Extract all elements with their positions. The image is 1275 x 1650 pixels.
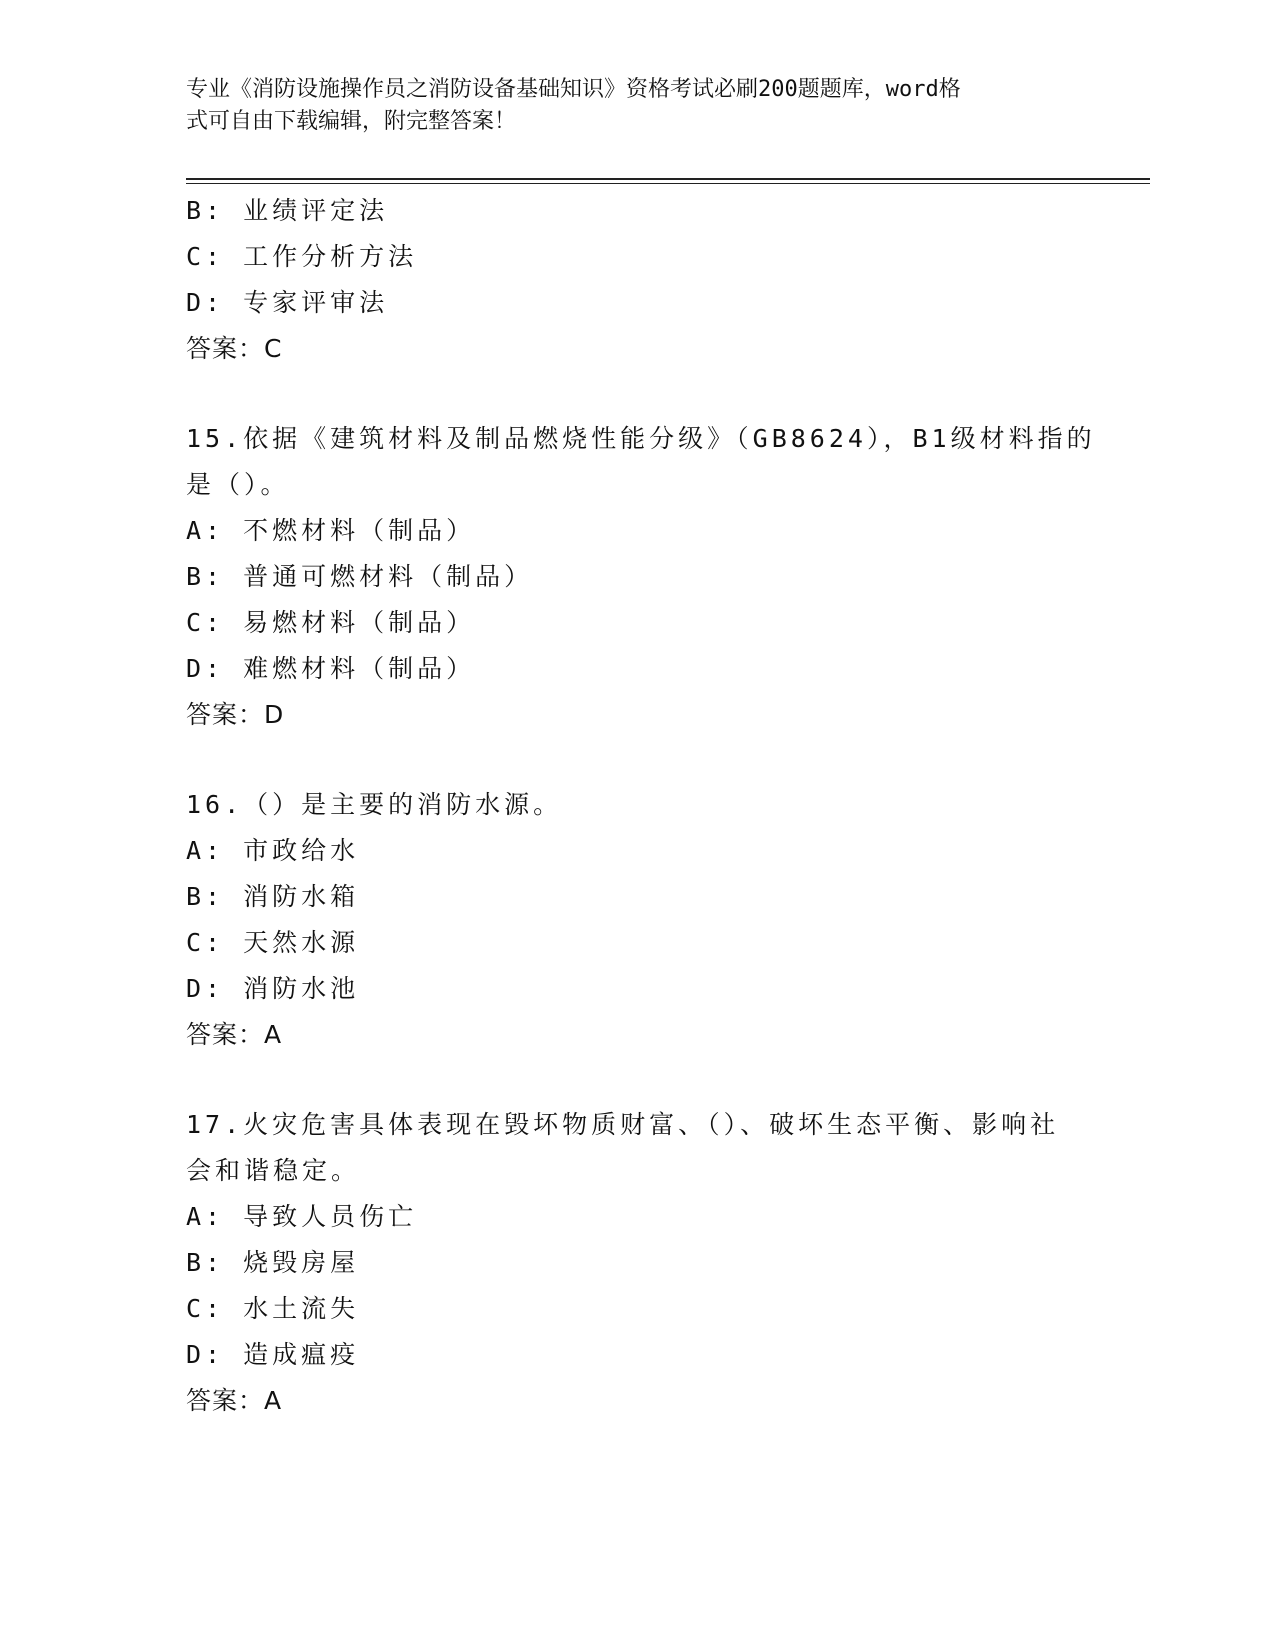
question-17 [186,1102,1086,1424]
question-list [186,188,1096,1424]
question-16 [186,782,1086,1058]
question-14-option-d: D: 专家评审法 [186,288,389,317]
question-15-stem-line-2: 是（）。 [186,470,290,499]
question-15-answer: 答案：D [186,700,285,729]
header-title-line-1: 专业《消防设施操作员之消防设备基础知识》资格考试必刷200题题库，word格 [186,77,961,102]
question-15 [186,416,1096,738]
question-15-stem-line-1: 15.依据《建筑材料及制品燃烧性能分级》（GB8624），B1级材料指的 [186,424,1096,453]
question-15-option-a: A: 不燃材料（制品） [186,516,476,545]
question-spacer [186,738,1086,782]
question-16-option-b: B: 消防水箱 [186,882,360,911]
question-16-option-d: D: 消防水池 [186,974,360,1003]
question-16-answer: 答案：A [186,1020,283,1049]
document-header [186,74,1066,138]
question-14 [186,188,1086,372]
question-14-answer: 答案：C [186,334,283,363]
question-spacer [186,372,1086,416]
question-17-stem-line-1: 17.火灾危害具体表现在毁坏物质财富、（）、破坏生态平衡、影响社 [186,1110,1060,1139]
question-15-option-b: B: 普通可燃材料（制品） [186,562,534,591]
header-divider-thick [186,178,1150,180]
question-17-option-a: A: 导致人员伤亡 [186,1202,418,1231]
question-17-option-b: B: 烧毁房屋 [186,1248,360,1277]
question-14-option-c: C: 工作分析方法 [186,242,418,271]
question-17-stem-line-2: 会和谐稳定。 [186,1156,361,1185]
question-17-option-d: D: 造成瘟疫 [186,1340,360,1369]
question-15-option-c: C: 易燃材料（制品） [186,608,476,637]
question-15-option-d: D: 难燃材料（制品） [186,654,476,683]
question-14-option-b: B: 业绩评定法 [186,196,389,225]
question-17-answer: 答案：A [186,1386,283,1415]
header-divider-thin [186,183,1150,184]
header-title-line-2: 式可自由下载编辑，附完整答案！ [186,109,517,134]
question-16-stem-line-1: 16.（）是主要的消防水源。 [186,790,563,819]
question-spacer [186,1058,1086,1102]
question-16-option-c: C: 天然水源 [186,928,360,957]
question-16-option-a: A: 市政给水 [186,836,360,865]
question-17-option-c: C: 水土流失 [186,1294,360,1323]
